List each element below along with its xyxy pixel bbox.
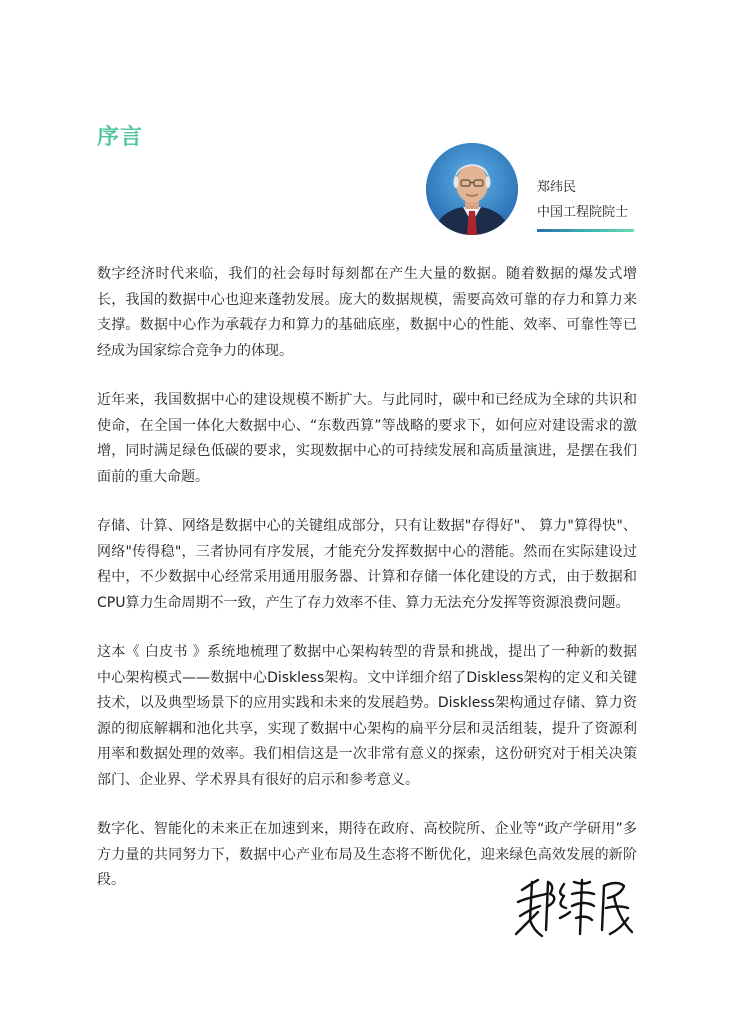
- handwritten-signature: [512, 872, 636, 944]
- paragraph-4: 这本《 白皮书 》系统地梳理了数据中心架构转型的背景和挑战，提出了一种新的数据中心架构模式——数据中心Diskless架构。文中详细介绍了Diskless架构的定义和关键技术，以及典型场景下的应用实践和未来的发展趋势。Diskless架构通过存储、算力资源的彻底解耦和池化共享，实现了数据中心架构的扁平分层和灵活组装，提升了资源利用率和数据处理的效率。我们相信这是一次非常有意义的探索，这份研究对于相关决策部门、企业界、学术界具有很好的启示和参考意义。: [97, 644, 637, 788]
- paragraph-3: 存储、计算、网络是数据中心的关键组成部分，只有让数据"存得好"、 算力"算得快"、网络"传得稳"，三者协同有序发展，才能充分发挥数据中心的潜能。然而在实际建设过程中，不少数据中心经常采用通用服务器、计算和存储一体化建设的方式，由于数据和CPU算力生命周期不一致，产生了存力效率不佳、算力无法充分发挥等资源浪费问题。: [97, 518, 637, 611]
- author-portrait: [426, 143, 518, 235]
- author-name: 郑纬民: [537, 180, 577, 195]
- preface-title: 序言: [97, 125, 144, 150]
- preface-body: [97, 262, 637, 918]
- author-divider: [537, 229, 634, 232]
- author-title: 中国工程院院士: [537, 205, 629, 220]
- paragraph-5: 数字化、智能化的未来正在加速到来，期待在政府、高校院所、企业等“政产学研用”多方力量的共同努力下，数据中心产业布局及生态将不断优化，迎来绿色高效发展的新阶段。: [97, 821, 637, 888]
- paragraph-2: 近年来，我国数据中心的建设规模不断扩大。与此同时，碳中和已经成为全球的共识和使命，在全国一体化大数据中心、“东数西算”等战略的要求下，如何应对建设需求的激增，同时满足绿色低碳的要求，实现数据中心的可持续发展和高质量演进，是摆在我们面前的重大命题。: [97, 392, 637, 485]
- paragraph-1: 数字经济时代来临，我们的社会每时每刻都在产生大量的数据。随着数据的爆发式增长，我国的数据中心也迎来蓬勃发展。庞大的数据规模，需要高效可靠的存力和算力来支撑。数据中心作为承载存力和算力的基础底座，数据中心的性能、效率、可靠性等已经成为国家综合竞争力的体现。: [97, 266, 637, 359]
- author-portrait-image: [426, 143, 518, 235]
